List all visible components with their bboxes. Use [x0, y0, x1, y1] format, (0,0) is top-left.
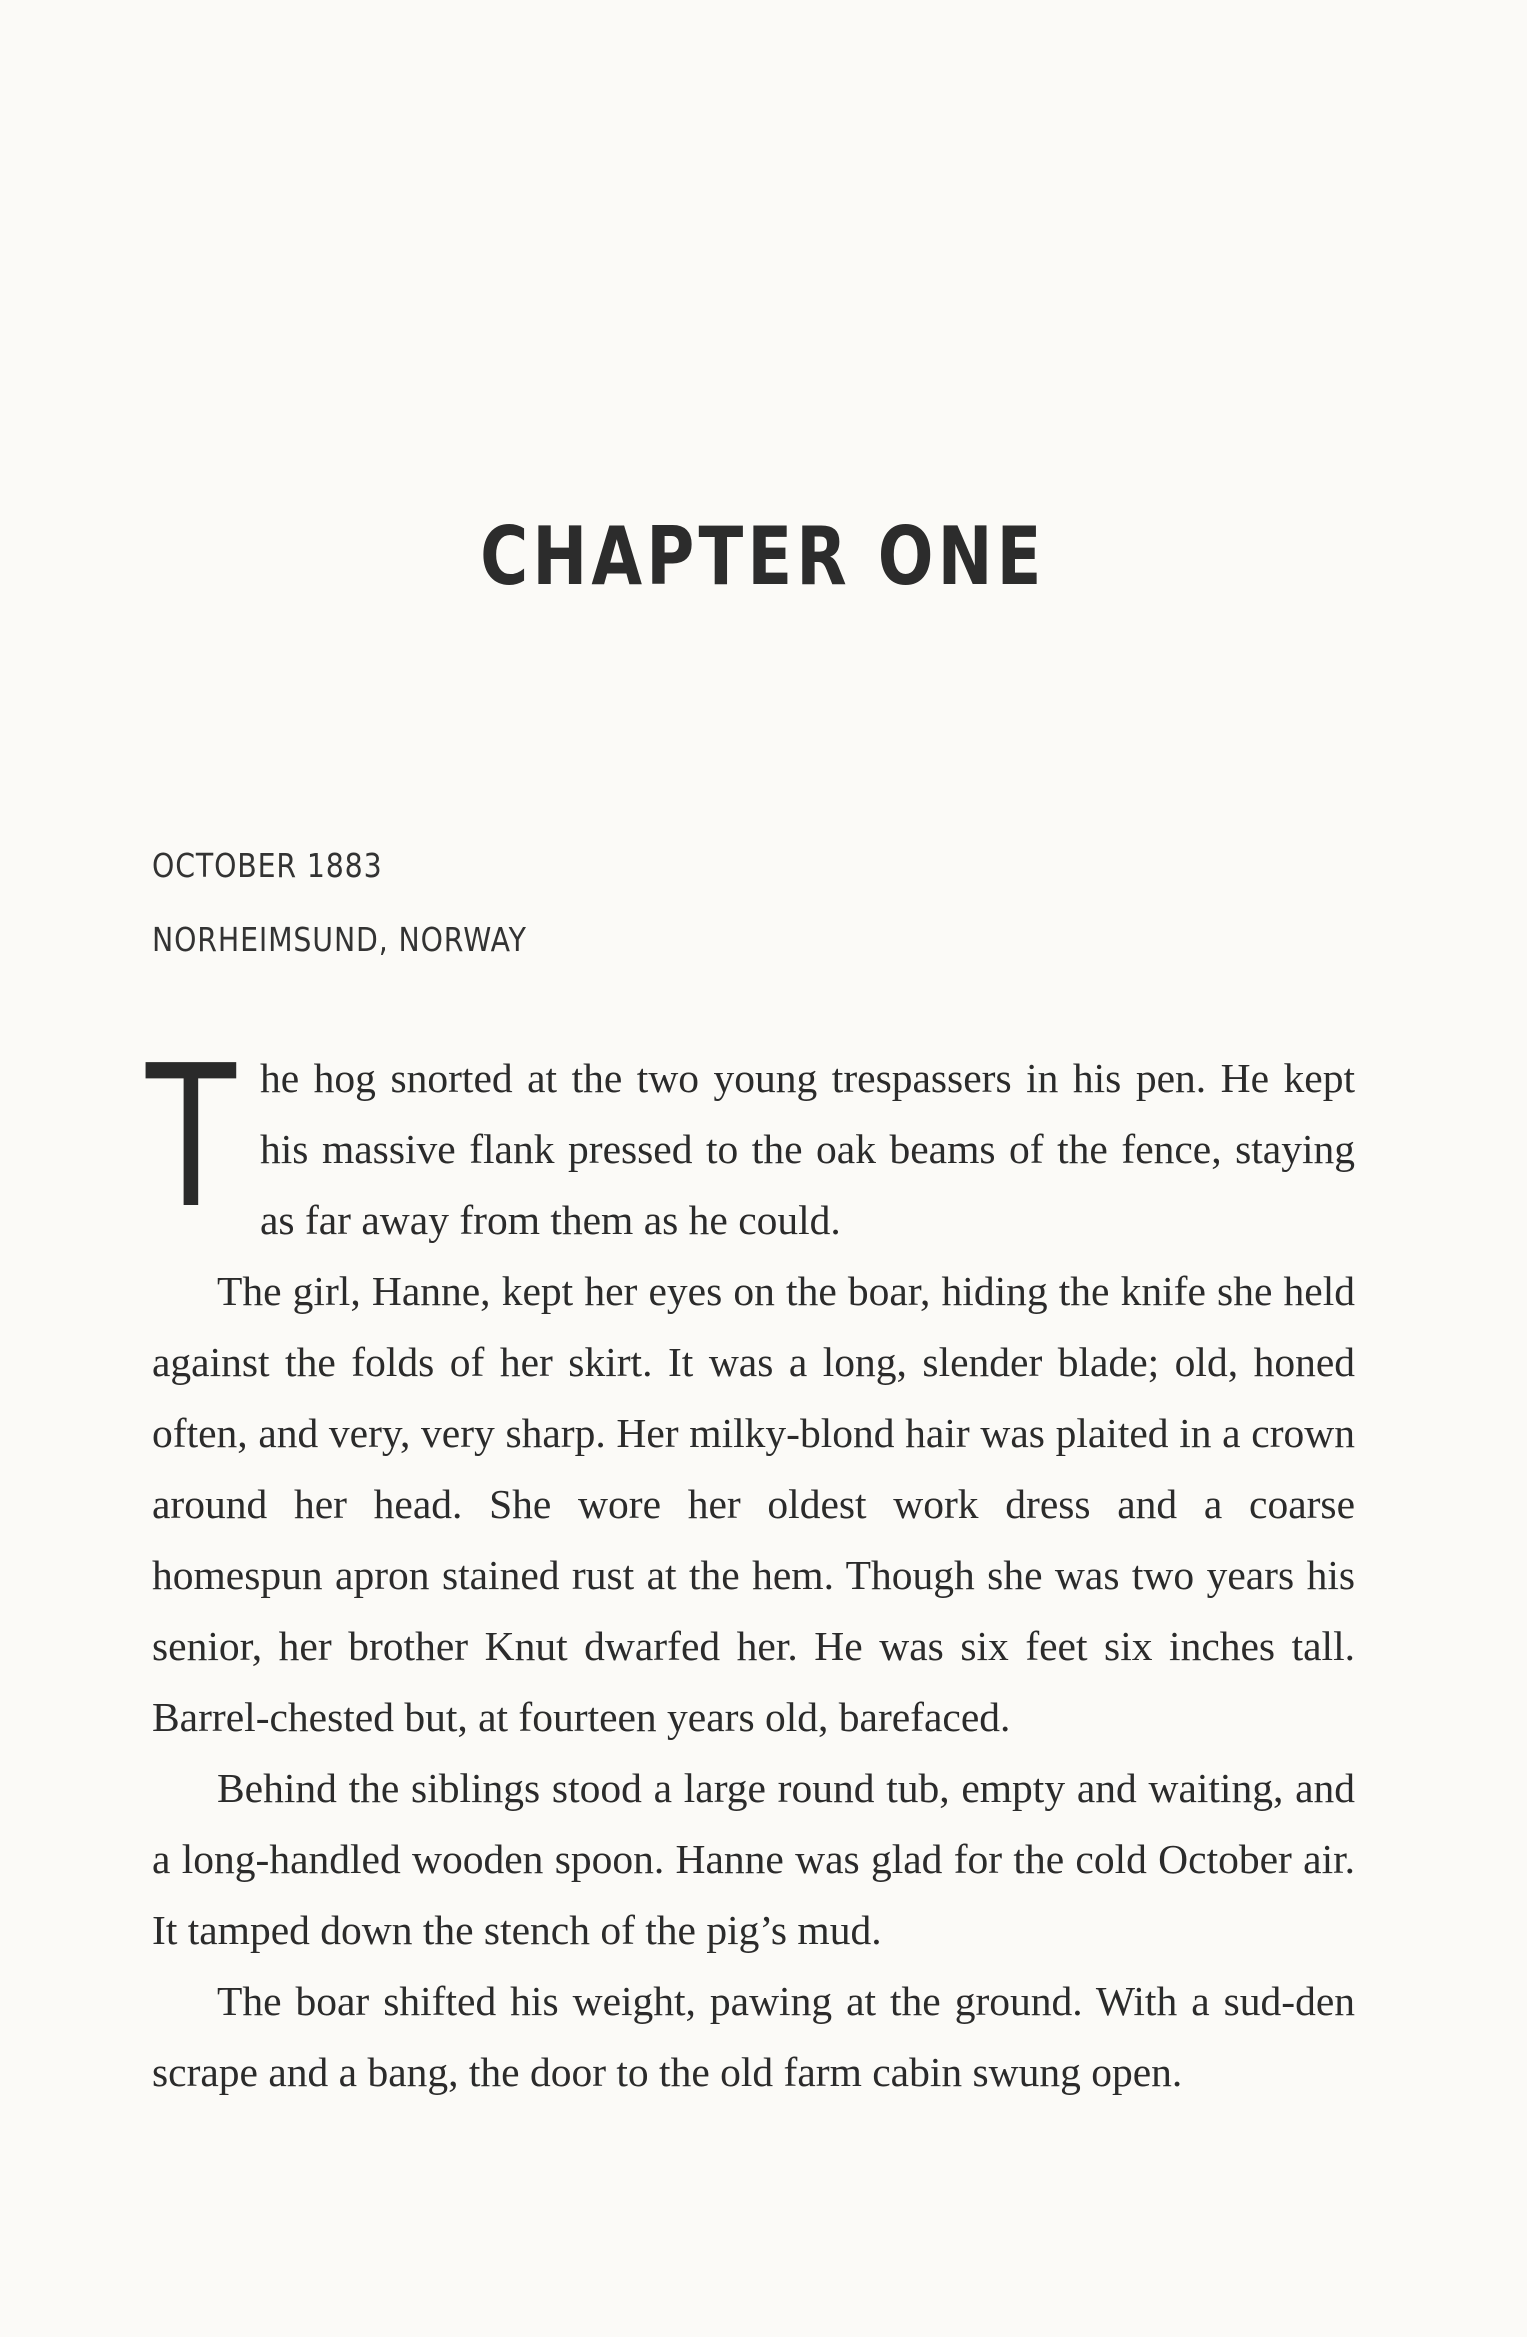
paragraph-3: Behind the siblings stood a large round tub, empty and waiting, and a long-handled wooden spoon. Hanne was glad for the cold October air. It tamped down the stench of the pig’s mud. — [152, 1765, 1355, 1953]
paragraph-1-text: he hog snorted at the two young trespassers in his pen. He kept his massive flank pressed to the oak beams of the fence, staying as far away from them as he could. — [260, 1055, 1355, 1243]
dateline-place: NORHEIMSUND, NORWAY — [152, 920, 527, 959]
drop-cap: T — [146, 1024, 236, 1252]
paragraph-4: The boar shifted his weight, pawing at the ground. With a sud-den scrape and a bang, the door to the old farm cabin swung open. — [152, 1978, 1355, 2095]
paragraph-1 — [146, 1024, 1355, 1256]
dateline-date: OCTOBER 1883 — [152, 846, 383, 885]
paragraph-2: The girl, Hanne, kept her eyes on the boar, hiding the knife she held against the folds of her skirt. It was a long, slender blade; old, honed often, and very, very sharp. Her milky-blond hair was plaited in a crown around her head. She wore her oldest work dress and a coarse homespun apron stained rust at the hem. Though she was two years his senior, her brother Knut dwarfed her. He was six feet six inches tall. Barrel-chested but, at fourteen years old, barefaced. — [152, 1268, 1355, 1740]
chapter-body — [146, 1024, 1355, 2108]
chapter-title: CHAPTER ONE — [480, 510, 1046, 603]
